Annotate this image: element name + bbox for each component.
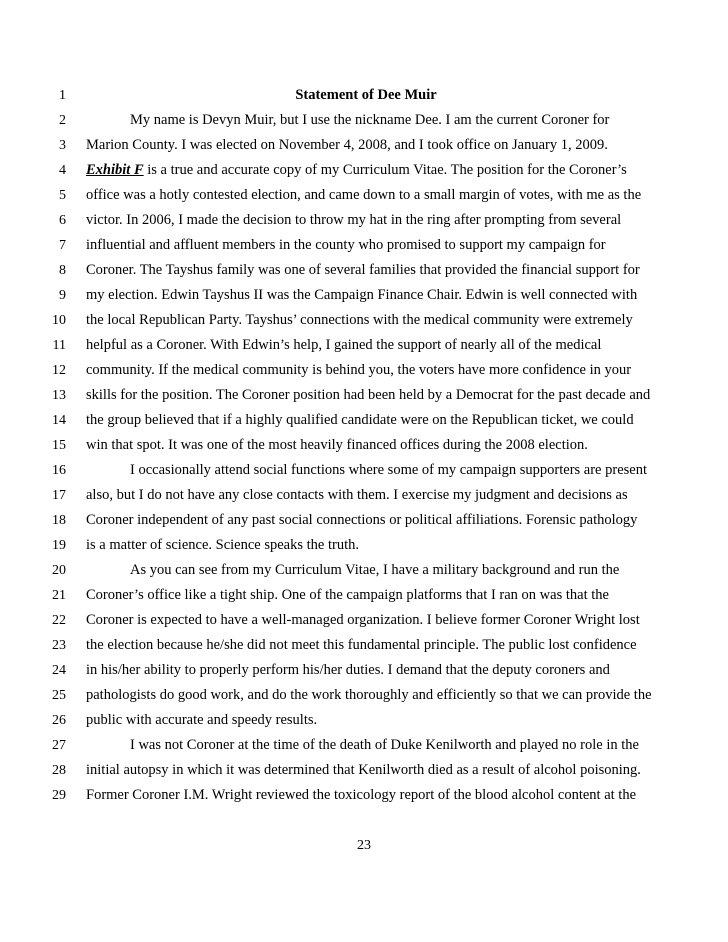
line-text: office was a hotly contested election, and came down to a small margin of votes, with me as the [86,187,642,203]
line-13 [0,383,728,408]
line-text: the local Republican Party. Tayshus’ connections with the medical community were extremely [86,312,633,328]
line-text: the group believed that if a highly qualified candidate were on the Republican ticket, we could [86,412,634,428]
line-8 [0,258,728,283]
line-number: 4 [59,163,66,178]
line-14 [0,408,728,433]
line-number: 23 [52,638,66,653]
line-22 [0,608,728,633]
exhibit-reference: Exhibit F [86,162,144,178]
line-number: 22 [52,613,66,628]
line-text: the election because he/she did not meet this fundamental principle. The public lost confidence [86,637,637,653]
line-text [86,158,646,183]
line-text: I occasionally attend social functions where some of my campaign supporters are present [130,462,647,478]
line-10 [0,308,728,333]
line-number: 28 [52,763,66,778]
line-number: 9 [59,288,66,303]
line-number: 26 [52,713,66,728]
line-text: helpful as a Coroner. With Edwin’s help, I gained the support of nearly all of the medical [86,337,602,353]
line-6 [0,208,728,233]
line-text-rest: is a true and accurate copy of my Curriculum Vitae. The position for the Coroner’s [143,162,627,178]
line-number: 14 [52,413,66,428]
line-text: Coroner’s office like a tight ship. One of the campaign platforms that I ran on was that the [86,587,609,603]
line-text: community. If the medical community is behind you, the voters have more confidence in your [86,362,632,378]
line-5 [0,183,728,208]
line-text: influential and affluent members in the county who promised to support my campaign for [86,237,606,253]
line-number: 29 [52,788,66,803]
line-29 [0,783,728,808]
line-number: 12 [52,363,66,378]
line-2 [0,108,728,133]
line-25 [0,683,728,708]
line-number: 19 [52,538,66,553]
line-1 [0,83,728,108]
line-27 [0,733,728,758]
line-11 [0,333,728,358]
line-number: 18 [52,513,66,528]
line-number: 10 [52,313,66,328]
line-text: I was not Coroner at the time of the death of Duke Kenilworth and played no role in the [130,737,639,753]
line-15 [0,433,728,458]
line-text: My name is Devyn Muir, but I use the nickname Dee. I am the current Coroner for [130,112,610,128]
line-24 [0,658,728,683]
line-text: pathologists do good work, and do the work thoroughly and efficiently so that we can provide the [86,687,652,703]
line-7 [0,233,728,258]
line-text: Marion County. I was elected on November 4, 2008, and I took office on January 1, 2009. [86,137,608,153]
line-number: 3 [59,138,66,153]
line-number: 20 [52,563,66,578]
line-text: Coroner independent of any past social connections or political affiliations. Forensic pathology [86,512,638,528]
line-text: in his/her ability to properly perform his/her duties. I demand that the deputy coroners and [86,662,610,678]
line-text: Former Coroner I.M. Wright reviewed the toxicology report of the blood alcohol content at the [86,787,637,803]
line-number: 5 [59,188,66,203]
line-number: 13 [52,388,66,403]
line-text: Coroner is expected to have a well-managed organization. I believe former Coroner Wright lost [86,612,640,628]
line-19 [0,533,728,558]
line-number: 17 [52,488,66,503]
line-number: 2 [59,113,66,128]
page-number: 23 [357,838,371,853]
line-text: my election. Edwin Tayshus II was the Campaign Finance Chair. Edwin is well connected with [86,287,638,303]
line-text: skills for the position. The Coroner position had been held by a Democrat for the past decade and [86,387,651,403]
line-number: 27 [52,738,66,753]
line-number: 16 [52,463,66,478]
line-number: 7 [59,238,66,253]
line-number: 25 [52,688,66,703]
line-number: 24 [52,663,66,678]
line-number: 21 [52,588,66,603]
line-9 [0,283,728,308]
line-28 [0,758,728,783]
line-text: public with accurate and speedy results. [86,712,318,728]
line-26 [0,708,728,733]
line-number: 8 [59,263,66,278]
line-text: victor. In 2006, I made the decision to throw my hat in the ring after prompting from several [86,212,622,228]
line-text: win that spot. It was one of the most heavily financed offices during the 2008 election. [86,437,588,453]
line-number: 6 [59,213,66,228]
line-21 [0,583,728,608]
line-3 [0,133,728,158]
line-text: Coroner. The Tayshus family was one of several families that provided the financial support for [86,262,640,278]
line-number: 11 [52,338,66,353]
line-4 [0,158,728,183]
line-23 [0,633,728,658]
line-18 [0,508,728,533]
line-number: 1 [59,88,66,103]
line-text: As you can see from my Curriculum Vitae, I have a military background and run the [130,562,620,578]
statement-title: Statement of Dee Muir [295,87,437,103]
line-20 [0,558,728,583]
line-text: initial autopsy in which it was determined that Kenilworth died as a result of alcohol poisoning. [86,762,641,778]
line-text: is a matter of science. Science speaks the truth. [86,537,359,553]
line-12 [0,358,728,383]
line-16 [0,458,728,483]
line-number: 15 [52,438,66,453]
line-text: also, but I do not have any close contacts with them. I exercise my judgment and decisions as [86,487,628,503]
line-17 [0,483,728,508]
